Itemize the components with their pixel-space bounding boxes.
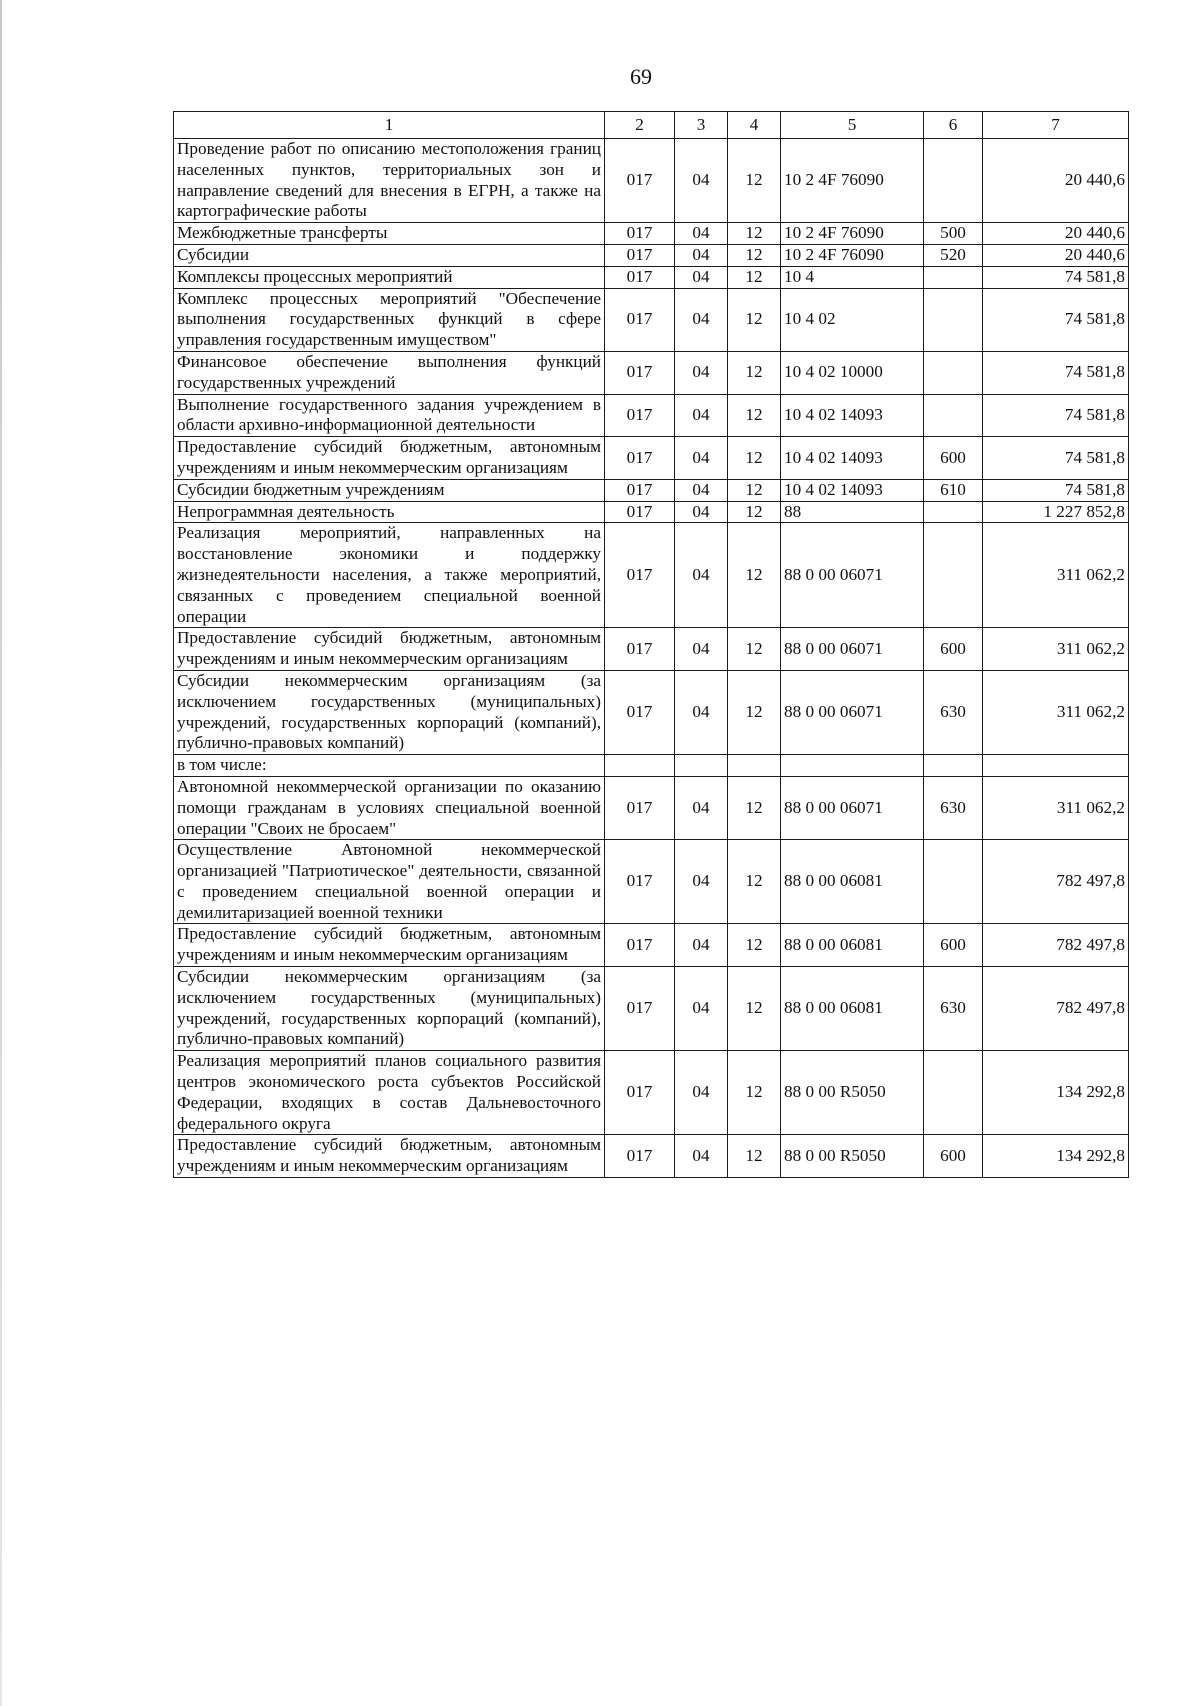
row-name-cell: Субсидии	[174, 244, 605, 266]
code-cell: 017	[605, 1051, 675, 1135]
scan-edge	[0, 0, 2, 1706]
expense-type-cell: 500	[924, 223, 983, 245]
code-cell: 017	[605, 776, 675, 839]
section-cell: 04	[675, 244, 728, 266]
subsection-cell: 12	[728, 776, 781, 839]
table-row	[174, 288, 1129, 351]
amount-cell: 20 440,6	[983, 223, 1129, 245]
code-cell: 017	[605, 244, 675, 266]
expense-type-cell: 630	[924, 670, 983, 754]
row-name-cell: Субсидии бюджетным учреждениям	[174, 479, 605, 501]
header-cell: 4	[728, 112, 781, 139]
table-row	[174, 670, 1129, 754]
expense-type-cell: 520	[924, 244, 983, 266]
code-cell: 017	[605, 266, 675, 288]
table-row	[174, 924, 1129, 967]
table-row	[174, 244, 1129, 266]
row-name-cell: Реализация мероприятий планов социального развития центров экономического роста субъектов Российской Федерации, входящих в состав Дальневосточного федерального округа	[174, 1051, 605, 1135]
expense-type-cell	[924, 1051, 983, 1135]
amount-cell: 311 062,2	[983, 670, 1129, 754]
subsection-cell: 12	[728, 479, 781, 501]
table-row	[174, 523, 1129, 628]
subsection-cell: 12	[728, 437, 781, 480]
table-row	[174, 266, 1129, 288]
target-article-cell: 10 4 02 14093	[781, 394, 924, 437]
amount-cell: 74 581,8	[983, 479, 1129, 501]
target-article-cell: 10 4 02 14093	[781, 479, 924, 501]
section-cell: 04	[675, 394, 728, 437]
table-row	[174, 394, 1129, 437]
subsection-cell: 12	[728, 628, 781, 671]
amount-cell: 74 581,8	[983, 351, 1129, 394]
code-cell: 017	[605, 479, 675, 501]
section-cell: 04	[675, 776, 728, 839]
code-cell: 017	[605, 924, 675, 967]
amount-cell: 134 292,8	[983, 1051, 1129, 1135]
table-row	[174, 1135, 1129, 1178]
target-article-cell: 88 0 00 R5050	[781, 1051, 924, 1135]
subsection-cell: 12	[728, 967, 781, 1051]
expense-type-cell: 630	[924, 967, 983, 1051]
subsection-cell: 12	[728, 1051, 781, 1135]
table-row	[174, 967, 1129, 1051]
target-article-cell: 10 2 4F 76090	[781, 223, 924, 245]
subsection-cell: 12	[728, 670, 781, 754]
table-row	[174, 351, 1129, 394]
target-article-cell: 88 0 00 06081	[781, 924, 924, 967]
row-name-cell: Межбюджетные трансферты	[174, 223, 605, 245]
expense-type-cell	[924, 139, 983, 223]
header-cell: 7	[983, 112, 1129, 139]
code-cell: 017	[605, 139, 675, 223]
page-number: 69	[630, 64, 652, 89]
section-cell: 04	[675, 351, 728, 394]
expense-type-cell: 610	[924, 479, 983, 501]
row-name-cell: Предоставление субсидий бюджетным, автономным учреждениям и иным некоммерческим организациям	[174, 924, 605, 967]
amount-cell: 74 581,8	[983, 437, 1129, 480]
target-article-cell: 88	[781, 501, 924, 523]
amount-cell: 20 440,6	[983, 244, 1129, 266]
table-row	[174, 1051, 1129, 1135]
amount-cell: 74 581,8	[983, 288, 1129, 351]
amount-cell: 74 581,8	[983, 266, 1129, 288]
target-article-cell: 10 4	[781, 266, 924, 288]
header-cell: 6	[924, 112, 983, 139]
section-cell: 04	[675, 967, 728, 1051]
code-cell: 017	[605, 628, 675, 671]
section-cell: 04	[675, 628, 728, 671]
row-name-cell: Выполнение государственного задания учреждением в области архивно-информационной деятельности	[174, 394, 605, 437]
code-cell: 017	[605, 223, 675, 245]
expense-type-cell	[924, 523, 983, 628]
table-row	[174, 223, 1129, 245]
table-row	[174, 139, 1129, 223]
subsection-cell: 12	[728, 351, 781, 394]
subsection-cell: 12	[728, 139, 781, 223]
header-cell: 2	[605, 112, 675, 139]
subsection-cell: 12	[728, 523, 781, 628]
subsection-cell: 12	[728, 394, 781, 437]
subsection-cell: 12	[728, 223, 781, 245]
amount-cell: 782 497,8	[983, 967, 1129, 1051]
amount-cell: 782 497,8	[983, 840, 1129, 924]
amount-cell: 311 062,2	[983, 776, 1129, 839]
code-cell: 017	[605, 967, 675, 1051]
subsection-cell: 12	[728, 288, 781, 351]
subsection-cell: 12	[728, 924, 781, 967]
subsection-cell: 12	[728, 266, 781, 288]
section-cell: 04	[675, 139, 728, 223]
subsection-cell: 12	[728, 244, 781, 266]
row-name-cell: Комплекс процессных мероприятий "Обеспечение выполнения государственных функций в сфере управления государственным имуществом"	[174, 288, 605, 351]
code-cell: 017	[605, 501, 675, 523]
row-name-cell: в том числе:	[174, 755, 605, 777]
expense-type-cell	[924, 351, 983, 394]
expense-type-cell	[924, 266, 983, 288]
row-name-cell: Непрограммная деятельность	[174, 501, 605, 523]
code-cell	[605, 755, 675, 777]
row-name-cell: Реализация мероприятий, направленных на восстановление экономики и поддержку жизнедеятельности населения, а также мероприятий, связанных с проведением специальной военной операции	[174, 523, 605, 628]
table-row	[174, 437, 1129, 480]
section-cell: 04	[675, 437, 728, 480]
subsection-cell	[728, 755, 781, 777]
section-cell: 04	[675, 840, 728, 924]
target-article-cell: 88 0 00 06071	[781, 628, 924, 671]
amount-cell: 782 497,8	[983, 924, 1129, 967]
target-article-cell: 88 0 00 R5050	[781, 1135, 924, 1178]
amount-cell: 20 440,6	[983, 139, 1129, 223]
expense-type-cell	[924, 501, 983, 523]
section-cell: 04	[675, 924, 728, 967]
target-article-cell: 88 0 00 06081	[781, 967, 924, 1051]
header-cell: 3	[675, 112, 728, 139]
expense-type-cell: 600	[924, 1135, 983, 1178]
table-row	[174, 628, 1129, 671]
header-cell: 1	[174, 112, 605, 139]
row-name-cell: Предоставление субсидий бюджетным, автономным учреждениям и иным некоммерческим организациям	[174, 437, 605, 480]
section-cell: 04	[675, 670, 728, 754]
code-cell: 017	[605, 288, 675, 351]
row-name-cell: Предоставление субсидий бюджетным, автономным учреждениям и иным некоммерческим организациям	[174, 1135, 605, 1178]
row-name-cell: Автономной некоммерческой организации по оказанию помощи гражданам в условиях специальной военной операции "Своих не бросаем"	[174, 776, 605, 839]
target-article-cell: 10 2 4F 76090	[781, 139, 924, 223]
subsection-cell: 12	[728, 501, 781, 523]
row-name-cell: Субсидии некоммерческим организациям (за исключением государственных (муниципальных) учреждений, государственных корпораций (компаний), публично-правовых компаний)	[174, 670, 605, 754]
header-cell: 5	[781, 112, 924, 139]
subsection-cell: 12	[728, 840, 781, 924]
target-article-cell: 88 0 00 06071	[781, 670, 924, 754]
amount-cell: 311 062,2	[983, 628, 1129, 671]
section-cell: 04	[675, 1051, 728, 1135]
target-article-cell: 10 2 4F 76090	[781, 244, 924, 266]
table-body	[174, 112, 1129, 1178]
budget-table	[173, 111, 1129, 1178]
section-cell: 04	[675, 223, 728, 245]
section-cell: 04	[675, 479, 728, 501]
amount-cell: 1 227 852,8	[983, 501, 1129, 523]
target-article-cell: 10 4 02	[781, 288, 924, 351]
section-cell: 04	[675, 266, 728, 288]
expense-type-cell: 630	[924, 776, 983, 839]
row-name-cell: Предоставление субсидий бюджетным, автономным учреждениям и иным некоммерческим организациям	[174, 628, 605, 671]
expense-type-cell: 600	[924, 437, 983, 480]
amount-cell: 74 581,8	[983, 394, 1129, 437]
section-cell	[675, 755, 728, 777]
expense-type-cell: 600	[924, 628, 983, 671]
target-article-cell: 10 4 02 10000	[781, 351, 924, 394]
table-header-row	[174, 112, 1129, 139]
table-row	[174, 840, 1129, 924]
code-cell: 017	[605, 437, 675, 480]
table-row	[174, 479, 1129, 501]
section-cell: 04	[675, 523, 728, 628]
row-name-cell: Субсидии некоммерческим организациям (за исключением государственных (муниципальных) учреждений, государственных корпораций (компаний), публично-правовых компаний)	[174, 967, 605, 1051]
subsection-cell: 12	[728, 1135, 781, 1178]
section-cell: 04	[675, 501, 728, 523]
table-row	[174, 501, 1129, 523]
expense-type-cell: 600	[924, 924, 983, 967]
expense-type-cell	[924, 755, 983, 777]
code-cell: 017	[605, 523, 675, 628]
section-cell: 04	[675, 288, 728, 351]
code-cell: 017	[605, 840, 675, 924]
target-article-cell: 88 0 00 06081	[781, 840, 924, 924]
amount-cell	[983, 755, 1129, 777]
amount-cell: 134 292,8	[983, 1135, 1129, 1178]
section-cell: 04	[675, 1135, 728, 1178]
row-name-cell: Финансовое обеспечение выполнения функций государственных учреждений	[174, 351, 605, 394]
code-cell: 017	[605, 394, 675, 437]
amount-cell: 311 062,2	[983, 523, 1129, 628]
target-article-cell: 10 4 02 14093	[781, 437, 924, 480]
expense-type-cell	[924, 394, 983, 437]
expense-type-cell	[924, 840, 983, 924]
code-cell: 017	[605, 670, 675, 754]
target-article-cell	[781, 755, 924, 777]
row-name-cell: Проведение работ по описанию местоположения границ населенных пунктов, территориальных зон и направление сведений для внесения в ЕГРН, а также на картографические работы	[174, 139, 605, 223]
row-name-cell: Осуществление Автономной некоммерческой организацией "Патриотическое" деятельности, связанной с проведением специальной военной операции и демилитаризацией военной техники	[174, 840, 605, 924]
code-cell: 017	[605, 1135, 675, 1178]
target-article-cell: 88 0 00 06071	[781, 776, 924, 839]
table-row	[174, 755, 1129, 777]
table-row	[174, 776, 1129, 839]
code-cell: 017	[605, 351, 675, 394]
row-name-cell: Комплексы процессных мероприятий	[174, 266, 605, 288]
expense-type-cell	[924, 288, 983, 351]
target-article-cell: 88 0 00 06071	[781, 523, 924, 628]
